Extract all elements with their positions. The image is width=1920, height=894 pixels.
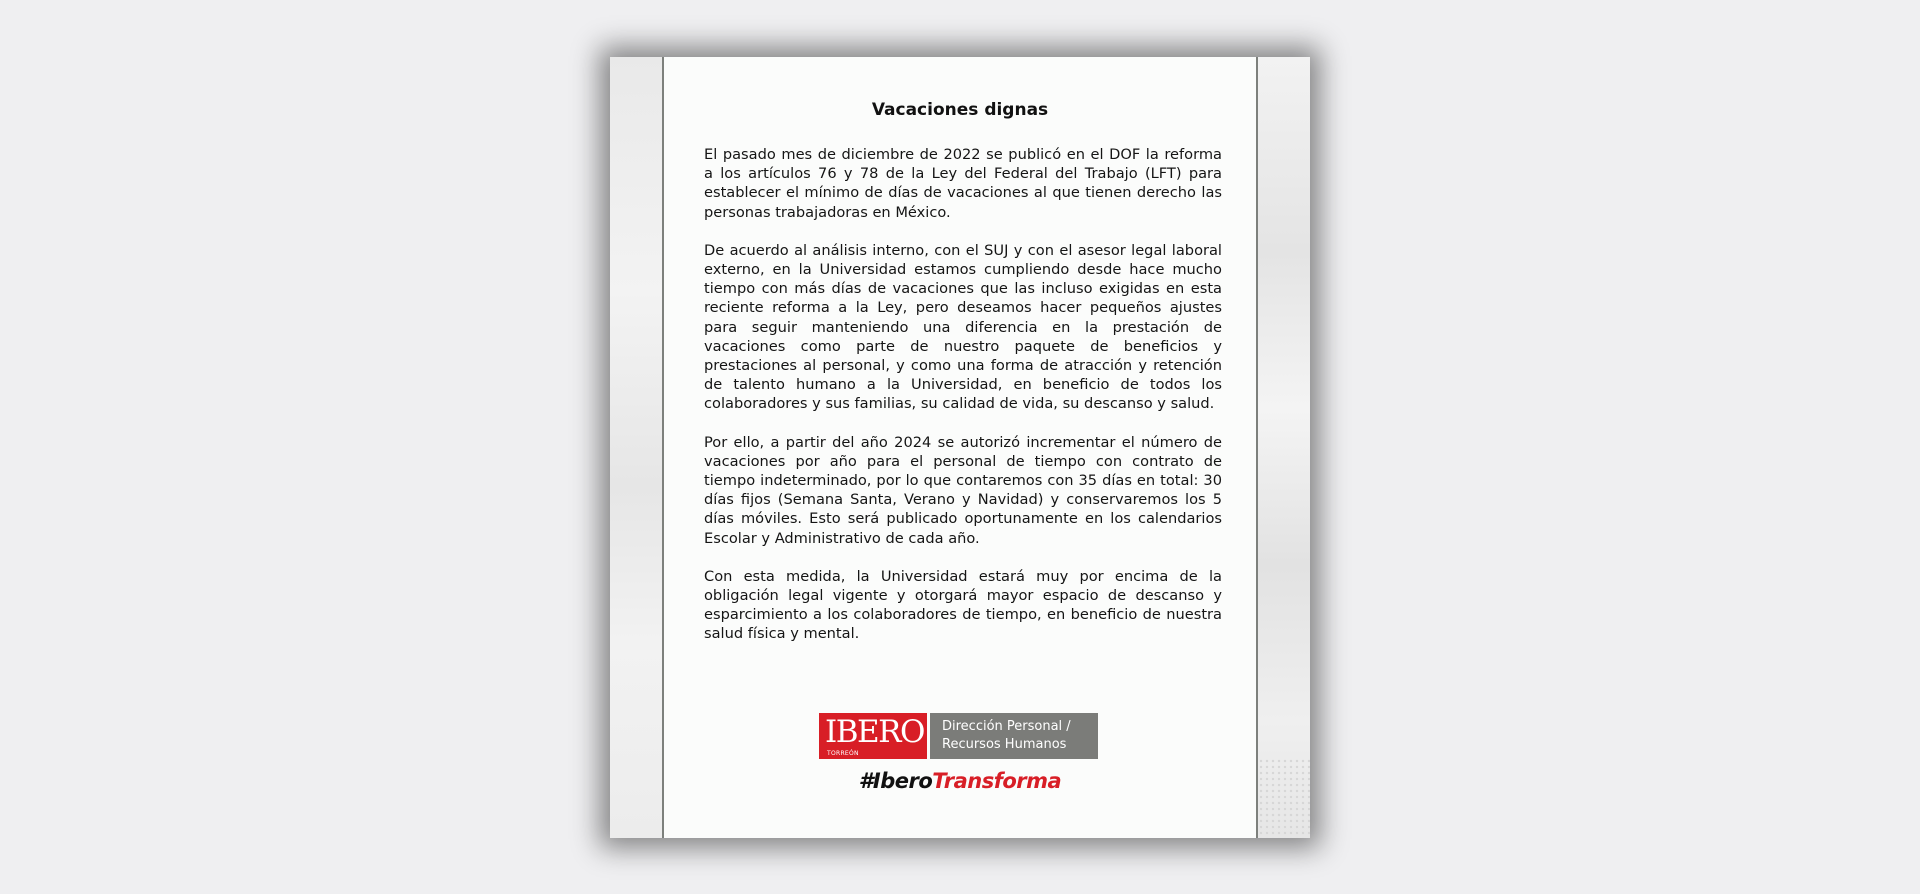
- right-decorative-panel: [1258, 57, 1310, 838]
- hashtag-ibero-transforma: [664, 769, 1256, 793]
- paragraph-2: De acuerdo al análisis interno, con el SUJ y con el asesor legal laboral externo, en la Universidad estamos cumpliendo desde hace mucho tiempo con más días de vacaciones que las incluso exigidas en esta reciente reforma a la Ley, pero deseamos hacer pequeños ajustes para seguir manteniendo una diferencia en la prestación de vacaciones como parte de nuestro paquete de beneficios y prestaciones al personal, y como una forma de atracción y retención de talento humano a la Universidad, en beneficio de todos los colaboradores y sus familias, su calidad de vida, su descanso y salud.: [704, 241, 1222, 413]
- logo-brand-text: IBERO: [825, 714, 924, 750]
- paragraph-4: Con esta medida, la Universidad estará muy por encima de la obligación legal vigente y otorgará mayor espacio de descanso y esparcimiento a los colaboradores de tiempo, en beneficio de nuestra salud física y mental.: [704, 567, 1222, 643]
- department-line-1: Dirección Personal /: [942, 719, 1071, 734]
- hashtag-part-2: Transforma: [932, 769, 1062, 793]
- ibero-logo: [819, 713, 1098, 759]
- left-decorative-panel: [610, 57, 662, 838]
- paragraph-1: El pasado mes de diciembre de 2022 se publicó en el DOF la reforma a los artículos 76 y 78 de la Ley del Federal del Trabajo (LFT) para establecer el mínimo de días de vacaciones al que tienen derecho las personas trabajadoras en México.: [704, 146, 1222, 221]
- logo-campus-text: TORREÓN: [827, 750, 859, 757]
- document-frame: [610, 57, 1310, 838]
- document-body: [704, 145, 1222, 663]
- department-line-2: Recursos Humanos: [942, 737, 1067, 752]
- document-page: [662, 57, 1258, 838]
- department-label: [930, 713, 1098, 759]
- document-title: Vacaciones dignas: [871, 100, 1049, 120]
- dot-pattern: [1258, 758, 1310, 838]
- ibero-logo-mark: [819, 713, 927, 759]
- hashtag-part-1: #Ibero: [858, 769, 933, 793]
- paragraph-3: Por ello, a partir del año 2024 se autorizó incrementar el número de vacaciones por año para el personal de tiempo con contrato de tiempo indeterminado, por lo que contaremos con 35 días en total: 30 días fijos (Semana Santa, Verano y Navidad) y conservaremos los 5 días móviles. Esto será publicado oportunamente en los calendarios Escolar y Administrativo de cada año.: [704, 433, 1222, 547]
